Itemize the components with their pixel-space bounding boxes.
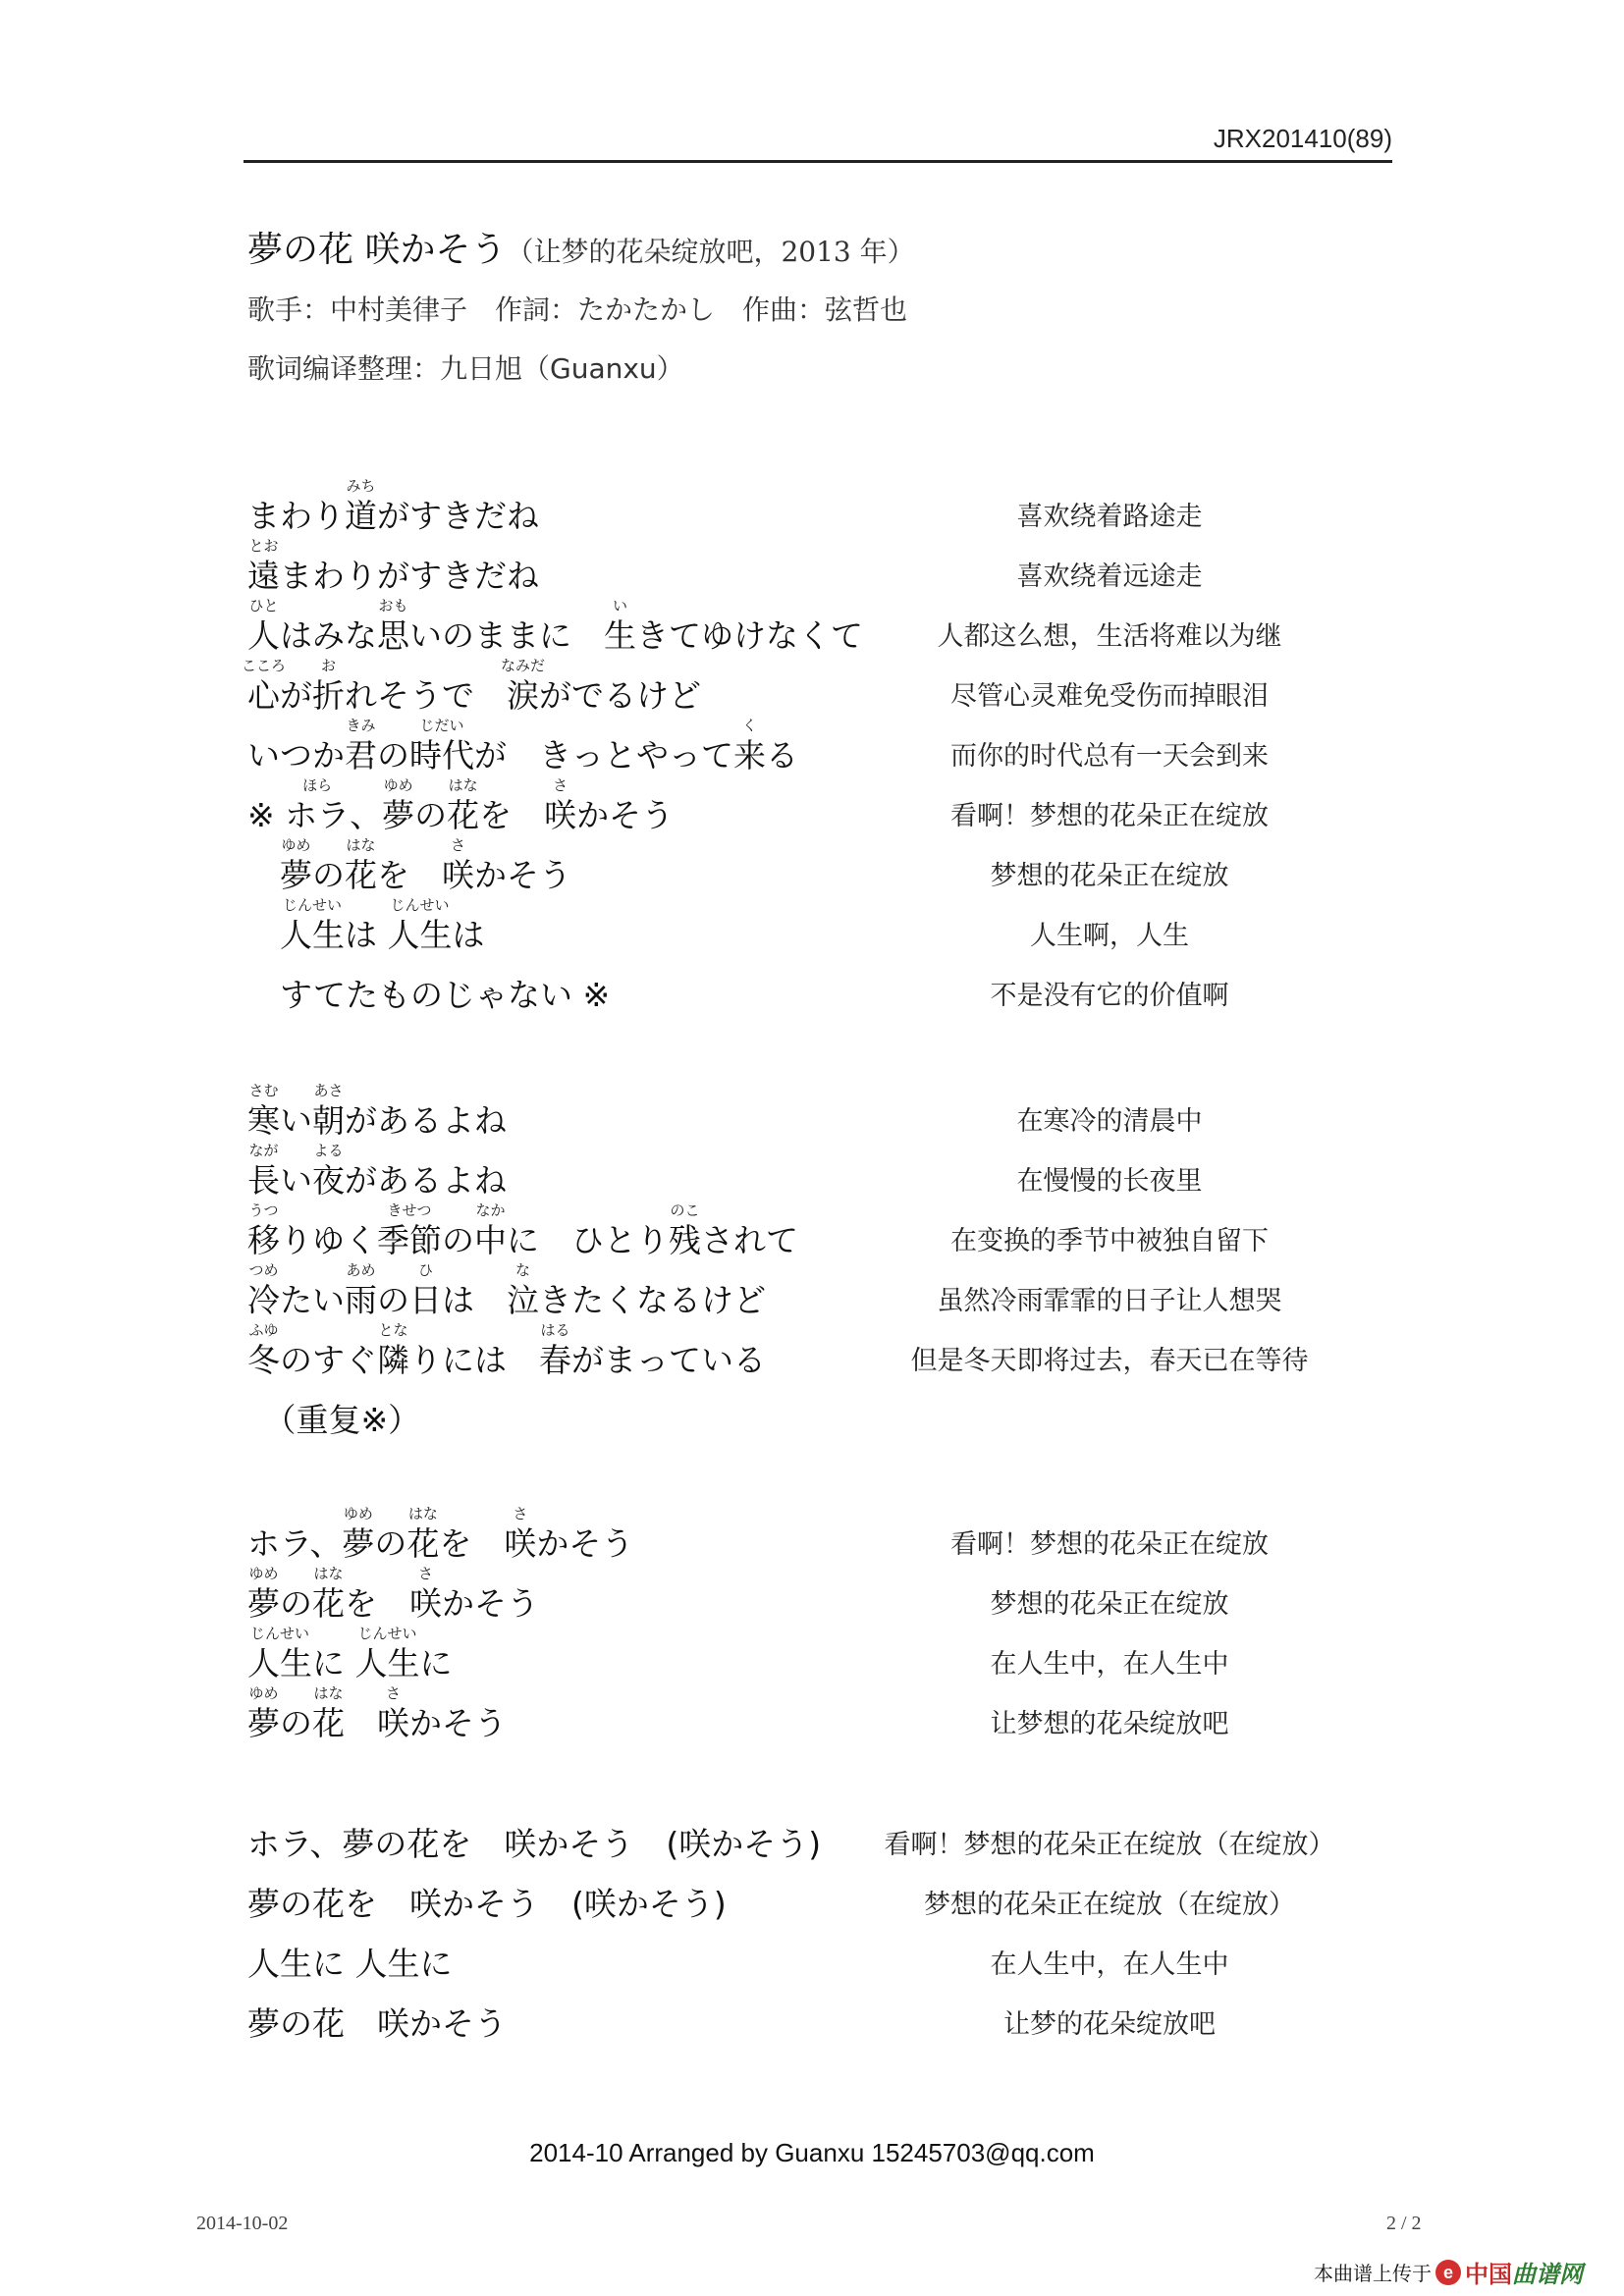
ruby-base (247, 1261, 280, 1320)
site-logo-text-1: 中国 (1465, 2261, 1512, 2288)
kanji-text: 君 (345, 736, 377, 775)
furigana: じだい (419, 717, 464, 735)
lyric-line (0, 1380, 1624, 1441)
kana-text: いつか (247, 736, 345, 775)
furigana: ゆめ (383, 776, 413, 795)
furigana: ひ (417, 1261, 434, 1280)
song-title-main: 夢の花 咲かそう (247, 230, 507, 270)
furigana: あめ (346, 1261, 376, 1280)
ruby-base (247, 537, 280, 596)
ruby-base (669, 1201, 701, 1260)
doc-code: JRX201410(89) (1213, 124, 1392, 153)
lyric-japanese (241, 657, 701, 716)
ruby-base (312, 1142, 345, 1201)
kana-text: がまっている (571, 1341, 766, 1380)
kanji-text: 隣 (377, 1341, 409, 1380)
ruby-base (354, 1625, 420, 1683)
kana-text: が (280, 676, 312, 716)
furigana: よる (313, 1142, 344, 1160)
lyric-chinese: 在慢慢的长夜里 (1016, 1166, 1203, 1197)
kana-text: に ひとり (507, 1221, 669, 1260)
furigana: じんせい (249, 1625, 310, 1643)
kana-text: かそう (536, 1524, 634, 1564)
kanji-text: 涙 (507, 676, 539, 716)
furigana: あさ (313, 1082, 344, 1100)
kana-text: りには (409, 1341, 539, 1380)
ruby-base (409, 1261, 442, 1320)
kana-text: を (377, 856, 442, 895)
furigana: じんせい (390, 896, 450, 915)
furigana: お (320, 657, 337, 675)
lyric-chinese: 在寒冷的清晨中 (1016, 1106, 1203, 1137)
furigana: とお (248, 537, 279, 556)
kana-text: きたくなるけど (539, 1281, 766, 1320)
lyric-chinese: 喜欢绕着远途走 (1016, 561, 1203, 592)
kana-text: がでるけど (539, 676, 701, 716)
lyric-chinese: 但是冬天即将过去，春天已在等待 (910, 1346, 1309, 1376)
kanji-text: 道 (345, 497, 377, 536)
ruby-base (377, 1201, 442, 1260)
furigana: ゆめ (343, 1505, 373, 1523)
kanji-text: 人生 (387, 916, 453, 955)
kana-text: の (280, 1584, 312, 1624)
kana-text: が きっとやって (474, 736, 733, 775)
kana-text: の (414, 796, 448, 835)
kanji-text: 夢 (280, 856, 312, 895)
kanji-text: 泣 (507, 1281, 539, 1320)
kanji-text: 冬 (247, 1341, 280, 1380)
kanji-text: 夢 (247, 1584, 280, 1624)
kana-text: ホラ、 (247, 1524, 343, 1564)
lyric-chinese: 在变换的季节中被独自留下 (950, 1226, 1269, 1256)
furigana: うつ (248, 1201, 279, 1220)
ruby-base (247, 1684, 280, 1743)
furigana: はな (448, 776, 478, 795)
lyric-line (0, 895, 1624, 956)
kana-text: の (374, 1524, 407, 1564)
ruby-base (733, 717, 766, 775)
lyric-line (0, 1201, 1624, 1261)
kanji-text: 人生 (280, 916, 345, 955)
furigana: ふゆ (248, 1321, 279, 1340)
furigana: つめ (248, 1261, 279, 1280)
lyric-japanese (247, 1684, 507, 1743)
lyric-japanese (247, 1826, 821, 1863)
kanji-text: 朝 (312, 1101, 345, 1141)
kana-text: まわり (247, 497, 345, 536)
kanji-text: 来 (733, 736, 766, 775)
lyric-japanese (247, 537, 539, 596)
lyric-japanese (247, 477, 539, 536)
lyric-chinese: 看啊！梦想的花朵正在绽放 (950, 1529, 1269, 1560)
ruby-base (507, 1261, 539, 1320)
ruby-base (377, 597, 409, 656)
kana-text: に (419, 1644, 453, 1683)
kana-text: い (280, 1161, 312, 1201)
furigana: なが (248, 1142, 279, 1160)
song-title (247, 222, 915, 272)
kana-text: の (377, 1281, 409, 1320)
ruby-base (474, 1201, 507, 1260)
kana-text: い (280, 1101, 312, 1141)
kana-text: まわりがすきだね (280, 557, 539, 596)
kanji-text: 咲 (504, 1524, 537, 1564)
lyric-line (0, 1984, 1624, 2045)
kana-text: のすぐ (280, 1341, 377, 1380)
kanji-text: 花 (406, 1524, 440, 1564)
lyric-line (0, 1081, 1624, 1142)
kanji-text: 咲 (544, 796, 577, 835)
lyric-chinese: 人都这么想，生活将难以为继 (937, 621, 1282, 652)
lyric-line (0, 1864, 1624, 1925)
kanji-text: 夜 (312, 1161, 345, 1201)
ruby-base (500, 657, 546, 716)
furigana: とな (378, 1321, 408, 1340)
furigana: じんせい (357, 1625, 417, 1643)
kana-text: はみな (280, 616, 377, 656)
kana-text (247, 916, 280, 954)
kana-text: があるよね (345, 1101, 507, 1141)
ruby-base (241, 657, 287, 716)
ruby-base (247, 1321, 280, 1380)
kanji-text: 咲 (409, 1584, 442, 1624)
lyric-chinese: 看啊！梦想的花朵正在绽放（在绽放） (884, 1830, 1335, 1860)
furigana: ゆめ (248, 1684, 279, 1703)
kana-text: は (452, 916, 485, 955)
kanji-text: 日 (409, 1281, 442, 1320)
lyric-japanese (247, 2005, 507, 2043)
lyric-japanese (247, 1082, 507, 1141)
furigana: はな (407, 1505, 438, 1523)
furigana: さ (553, 776, 568, 795)
ruby-base (345, 1261, 377, 1320)
kana-text: る (766, 736, 798, 775)
kanji-text: 中 (474, 1221, 507, 1260)
lyric-chinese: 而你的时代总有一天会到来 (950, 741, 1269, 772)
kanji-text: 夢 (342, 1524, 375, 1564)
kanji-text: ホラ (285, 796, 351, 835)
kana-text: 夢の花を 咲かそう (咲かそう) (247, 1885, 727, 1924)
kana-text: 夢の花 咲かそう (247, 2004, 507, 2044)
kanji-text: 長 (247, 1161, 280, 1201)
kanji-text: 咲 (442, 856, 474, 895)
lyric-japanese (247, 776, 675, 835)
kana-text: かそう (576, 796, 675, 835)
kana-text: 、 (350, 796, 383, 835)
kana-text: の (312, 856, 345, 895)
kana-text: いのままに (409, 616, 604, 656)
kana-text: 人生に 人生に (247, 1945, 453, 1984)
furigana: おも (378, 597, 408, 615)
lyric-japanese (247, 1201, 798, 1260)
ruby-base (247, 1565, 280, 1624)
ruby-base (247, 1201, 280, 1260)
kanji-text: 季節 (377, 1221, 442, 1260)
ruby-base (387, 896, 453, 955)
kana-text: は (442, 1281, 507, 1320)
furigana: な (514, 1261, 531, 1280)
kana-text: すてたものじゃない ※ (247, 976, 611, 1015)
ruby-base (312, 1684, 345, 1743)
kanji-text: 花 (345, 856, 377, 895)
kanji-text: 移 (247, 1221, 280, 1260)
lyric-japanese (247, 1625, 453, 1683)
furigana: ほら (302, 776, 333, 795)
ruby-base (409, 1565, 442, 1624)
lyric-japanese (247, 717, 798, 775)
ruby-base (285, 776, 351, 835)
kana-text: は (345, 916, 388, 955)
ruby-base (447, 776, 480, 835)
ruby-base (442, 836, 474, 895)
kana-text: の (442, 1221, 474, 1260)
ruby-base (345, 836, 377, 895)
footer-arranged: 2014-10 Arranged by Guanxu 15245703@qq.com (529, 2138, 1095, 2167)
song-credits: 歌手：中村美律子 作詞：たかたかし 作曲：弦哲也 (247, 294, 908, 326)
ruby-base (345, 477, 377, 536)
lyric-line (0, 716, 1624, 776)
lyric-japanese (247, 1886, 727, 1923)
upload-note (1314, 2255, 1583, 2289)
lyric-chinese: 在人生中，在人生中 (990, 1949, 1229, 1980)
ruby-base (382, 776, 415, 835)
kanji-text: 時代 (409, 736, 474, 775)
ruby-base (409, 717, 474, 775)
furigana: はる (540, 1321, 570, 1340)
ruby-base (280, 896, 345, 955)
kanji-text: 人生 (247, 1644, 312, 1683)
furigana: ゆめ (281, 836, 311, 855)
kana-text: されて (701, 1221, 798, 1260)
lyric-japanese (247, 977, 610, 1014)
kana-text: の (280, 1704, 312, 1743)
song-arranger: 歌词编译整理：九日旭（Guanxu） (247, 352, 684, 385)
lyric-chinese: 梦想的花朵正在绽放 (990, 1589, 1229, 1620)
kanji-text: 人 (247, 616, 280, 656)
ruby-base (247, 1625, 312, 1683)
furigana: なか (475, 1201, 506, 1220)
kanji-text: 折 (312, 676, 345, 716)
upload-prefix: 本曲谱上传于 (1314, 2262, 1432, 2285)
lyric-chinese: 看啊！梦想的花朵正在绽放 (950, 801, 1269, 831)
ruby-base (544, 776, 577, 835)
kana-text: を (345, 1584, 409, 1624)
kana-text (345, 1704, 377, 1742)
kanji-text: 花 (312, 1704, 345, 1743)
ruby-base (280, 836, 312, 895)
site-logo-text-2: 曲谱网 (1512, 2261, 1583, 2288)
ruby-base (504, 1505, 537, 1564)
lyric-chinese: 尽管心灵难免受伤而掉眼泪 (950, 681, 1269, 712)
kanji-text: 雨 (345, 1281, 377, 1320)
lyric-line (0, 1141, 1624, 1201)
kanji-text: 夢 (382, 796, 415, 835)
lyric-line (0, 955, 1624, 1016)
kana-text: かそう (474, 856, 571, 895)
ruby-base (604, 597, 636, 656)
kanji-text: 花 (447, 796, 480, 835)
lyric-japanese (247, 1261, 766, 1320)
lyric-chinese: 让梦想的花朵绽放吧 (990, 1709, 1229, 1739)
lyric-japanese (247, 1946, 453, 1983)
furigana: さ (513, 1505, 528, 1523)
kana-text: がすきだね (377, 497, 539, 536)
kana-text: かそう (409, 1704, 507, 1743)
ruby-base (406, 1505, 440, 1564)
ruby-base (377, 1684, 409, 1743)
lyric-japanese (247, 896, 485, 955)
kanji-text: 寒 (247, 1101, 280, 1141)
kana-text: たい (280, 1281, 345, 1320)
kanji-text: 生 (604, 616, 636, 656)
kana-text: ホラ、夢の花を 咲かそう (咲かそう) (247, 1825, 822, 1864)
furigana: こころ (241, 657, 287, 675)
lyric-chinese: 喜欢绕着路途走 (1016, 502, 1203, 532)
lyric-japanese (247, 1321, 766, 1380)
header-rule (244, 160, 1392, 163)
furigana: い (612, 597, 628, 615)
lyric-line (0, 835, 1624, 896)
lyric-line (0, 1564, 1624, 1625)
ruby-base (312, 1082, 345, 1141)
lyric-line (0, 476, 1624, 537)
lyric-chinese: 不是没有它的价值啊 (990, 981, 1229, 1011)
kana-text: （重复※） (247, 1401, 421, 1440)
lyric-line (0, 1624, 1624, 1684)
furigana: みち (346, 477, 376, 496)
ruby-base (312, 1565, 345, 1624)
lyric-japanese (247, 1565, 539, 1624)
furigana: のこ (670, 1201, 700, 1220)
ruby-base (247, 1082, 280, 1141)
kana-text: に (312, 1644, 355, 1683)
lyric-line (0, 1683, 1624, 1744)
site-logo-icon: e (1435, 2260, 1461, 2285)
kana-text (247, 856, 280, 894)
furigana: さ (385, 1684, 402, 1703)
furigana: はな (346, 836, 376, 855)
print-date: 2014-10-02 (196, 2213, 289, 2234)
lyric-japanese (247, 1142, 507, 1201)
lyric-line (0, 1924, 1624, 1985)
lyric-line (0, 656, 1624, 717)
furigana: さむ (248, 1082, 279, 1100)
lyric-japanese (247, 597, 863, 656)
kana-text: きてゆけなくて (636, 616, 863, 656)
furigana: じんせい (282, 896, 343, 915)
kana-text: の (377, 736, 409, 775)
kanji-text: 春 (539, 1341, 571, 1380)
lyric-japanese (247, 1505, 634, 1564)
lyric-chinese: 梦想的花朵正在绽放 (990, 861, 1229, 891)
kanji-text: 思 (377, 616, 409, 656)
kanji-text: 咲 (377, 1704, 409, 1743)
furigana: きみ (346, 717, 376, 735)
kana-text: ※ (247, 796, 286, 835)
ruby-base (247, 597, 280, 656)
lyric-chinese: 梦想的花朵正在绽放（在绽放） (924, 1890, 1295, 1920)
furigana: ひと (248, 597, 279, 615)
kanji-text: 花 (312, 1584, 345, 1624)
lyric-line (0, 775, 1624, 836)
kanji-text: 遠 (247, 557, 280, 596)
kanji-text: 冷 (247, 1281, 280, 1320)
furigana: ゆめ (248, 1565, 279, 1583)
ruby-base (345, 717, 377, 775)
lyric-line (0, 1504, 1624, 1565)
lyric-japanese (247, 1402, 420, 1439)
ruby-base (342, 1505, 375, 1564)
song-subtitle: （让梦的花朵绽放吧，2013 年） (506, 236, 915, 268)
lyric-japanese (247, 836, 571, 895)
kana-text: かそう (442, 1584, 539, 1624)
ruby-base (539, 1321, 571, 1380)
lyric-line (0, 596, 1624, 657)
furigana: きせつ (387, 1201, 432, 1220)
lyric-chinese: 人生啊，人生 (1030, 921, 1189, 951)
furigana: さ (450, 836, 466, 855)
furigana: はな (313, 1684, 344, 1703)
furigana: なみだ (500, 657, 546, 675)
kana-text: があるよね (345, 1161, 507, 1201)
kanji-text: 夢 (247, 1704, 280, 1743)
lyric-line (0, 1320, 1624, 1381)
kana-text: を (439, 1524, 505, 1564)
lyric-chinese: 在人生中，在人生中 (990, 1649, 1229, 1680)
furigana: はな (313, 1565, 344, 1583)
lyric-line (0, 1804, 1624, 1865)
lyric-chinese: 虽然冷雨霏霏的日子让人想哭 (937, 1286, 1282, 1316)
ruby-base (247, 1142, 280, 1201)
furigana: さ (417, 1565, 434, 1583)
furigana: く (741, 717, 758, 735)
ruby-base (312, 657, 345, 716)
lyric-chinese: 让梦的花朵绽放吧 (1003, 2009, 1216, 2040)
kanji-text: 人生 (354, 1644, 420, 1683)
lyric-line (0, 1260, 1624, 1321)
kanji-text: 残 (669, 1221, 701, 1260)
kana-text: を (479, 796, 545, 835)
kana-text: れそうで (345, 676, 507, 716)
ruby-base (377, 1321, 409, 1380)
lyric-line (0, 536, 1624, 597)
kanji-text: 心 (247, 676, 280, 716)
page-number: 2 / 2 (1386, 2213, 1422, 2234)
kana-text: りゆく (280, 1221, 377, 1260)
